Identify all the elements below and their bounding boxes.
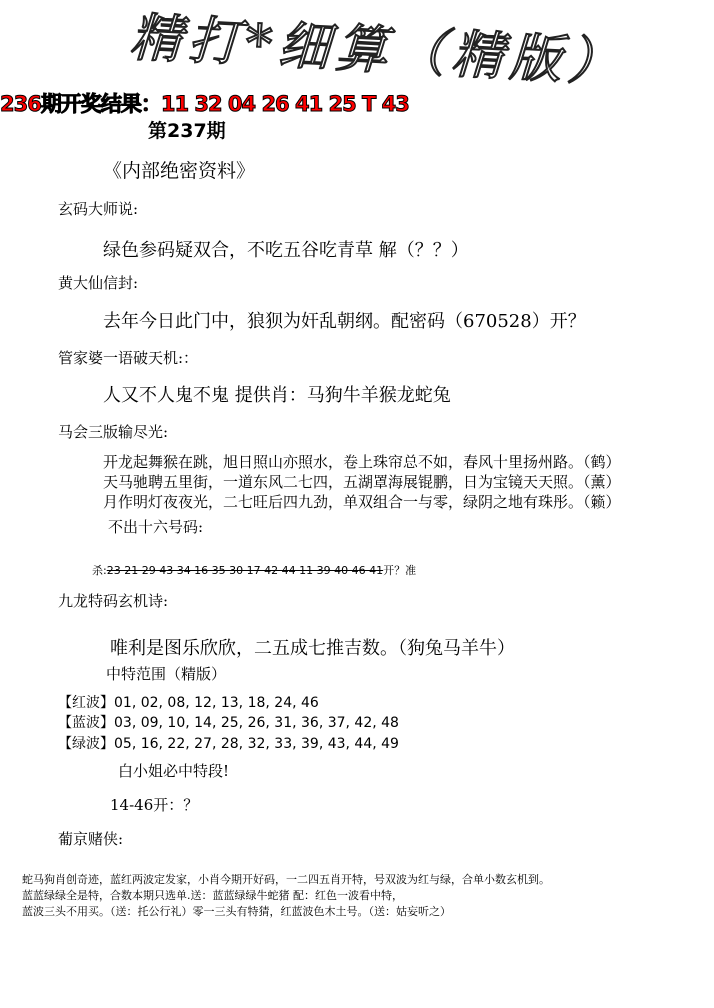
xuanma-text: 绿色参码疑双合，不吃五谷吃青草 解（？？） [103,240,469,261]
poem-block [103,452,621,512]
kill-numbers: 23 21 29 43 34 16 35 30 17 42 44 11 39 40 46 41 [106,564,384,577]
banner-title: 精打*细算（精版） [128,8,627,94]
kill-prefix: 杀: [92,564,107,577]
red-wave-label: 【红波】 [58,695,114,711]
jiulong-text: 唯利是图乐欣欣，二五成七推吉数。（狗兔马羊牛） [110,638,515,659]
huang-label: 黄大仙信封: [58,274,139,292]
jiulong-label: 九龙特码玄机诗: [58,592,169,610]
red-wave-numbers: 01, 02, 08, 12, 13, 18, 24, 46 [114,695,319,711]
green-wave-label: 【绿波】 [58,736,114,752]
footer-line: 蛇马狗肖创奇迹，蓝红两波定发家，小肖今期开好码，一二四五肖开特，号双波为红与绿，合单小数玄机到。 [22,873,550,886]
blue-wave-numbers: 03, 09, 10, 14, 25, 26, 31, 36, 37, 42, 48 [114,715,399,731]
green-wave-row [58,733,399,753]
blue-wave-label: 【蓝波】 [58,715,114,731]
no16-label: 不出十六号码: [108,518,204,536]
red-wave-row [58,692,319,712]
lottery-result-line: 236期开奖结果：11 32 04 26 41 25 T 43 [0,92,409,116]
guanjia-label: 管家婆一语破天机:： [58,349,199,367]
green-wave-numbers: 05, 16, 22, 27, 28, 32, 33, 39, 43, 44, 49 [114,736,399,752]
poem-line: 月作明灯夜夜光，二七旺后四九劲，单双组合一与零，绿阴之地有珠彤。（籁） [103,493,621,511]
issue-number: 第237期 [148,120,226,142]
puxia-label: 葡京赌侠: [58,830,124,848]
huang-text: 去年今日此门中，狼狈为奸乱朝纲。配密码（670528）开？ [103,311,586,332]
kill-numbers-line [92,562,416,578]
poem-line: 天马驰聘五里街，一道东风二七四，五湖罩海展锟鹏，日为宝镜天天照。（薰） [103,473,621,491]
xuanma-label: 玄码大师说: [58,200,139,218]
guanjia-text: 人又不人鬼不鬼 提供肖：马狗牛羊猴龙蛇兔 [103,385,451,406]
footer-block [22,872,550,920]
footer-line: 蓝波三头不用买。（送：托公行礼）零一三头有特猜，红蓝波色木土号。（送：姑妄听之） [22,905,451,918]
range-label: 中特范围（精版） [106,665,227,683]
mahui-label: 马会三版输尽光: [58,423,169,441]
blue-wave-row [58,712,399,732]
poem-line: 开龙起舞猴在跳，旭日照山亦照水，卷上珠帘总不如，春风十里扬州路。（鹤） [103,453,621,471]
document-title: 《内部绝密资料》 [103,160,256,182]
range-answer: 14-46开：？ [110,796,199,814]
kill-suffix: 开？准 [383,564,417,577]
footer-line: 蓝蓝绿绿全是特，合数本期只选单.送：蓝蓝绿绿牛蛇猪 配：红色一波看中特， [22,889,403,902]
baixiaojie-line: 白小姐必中特段! [118,762,230,780]
